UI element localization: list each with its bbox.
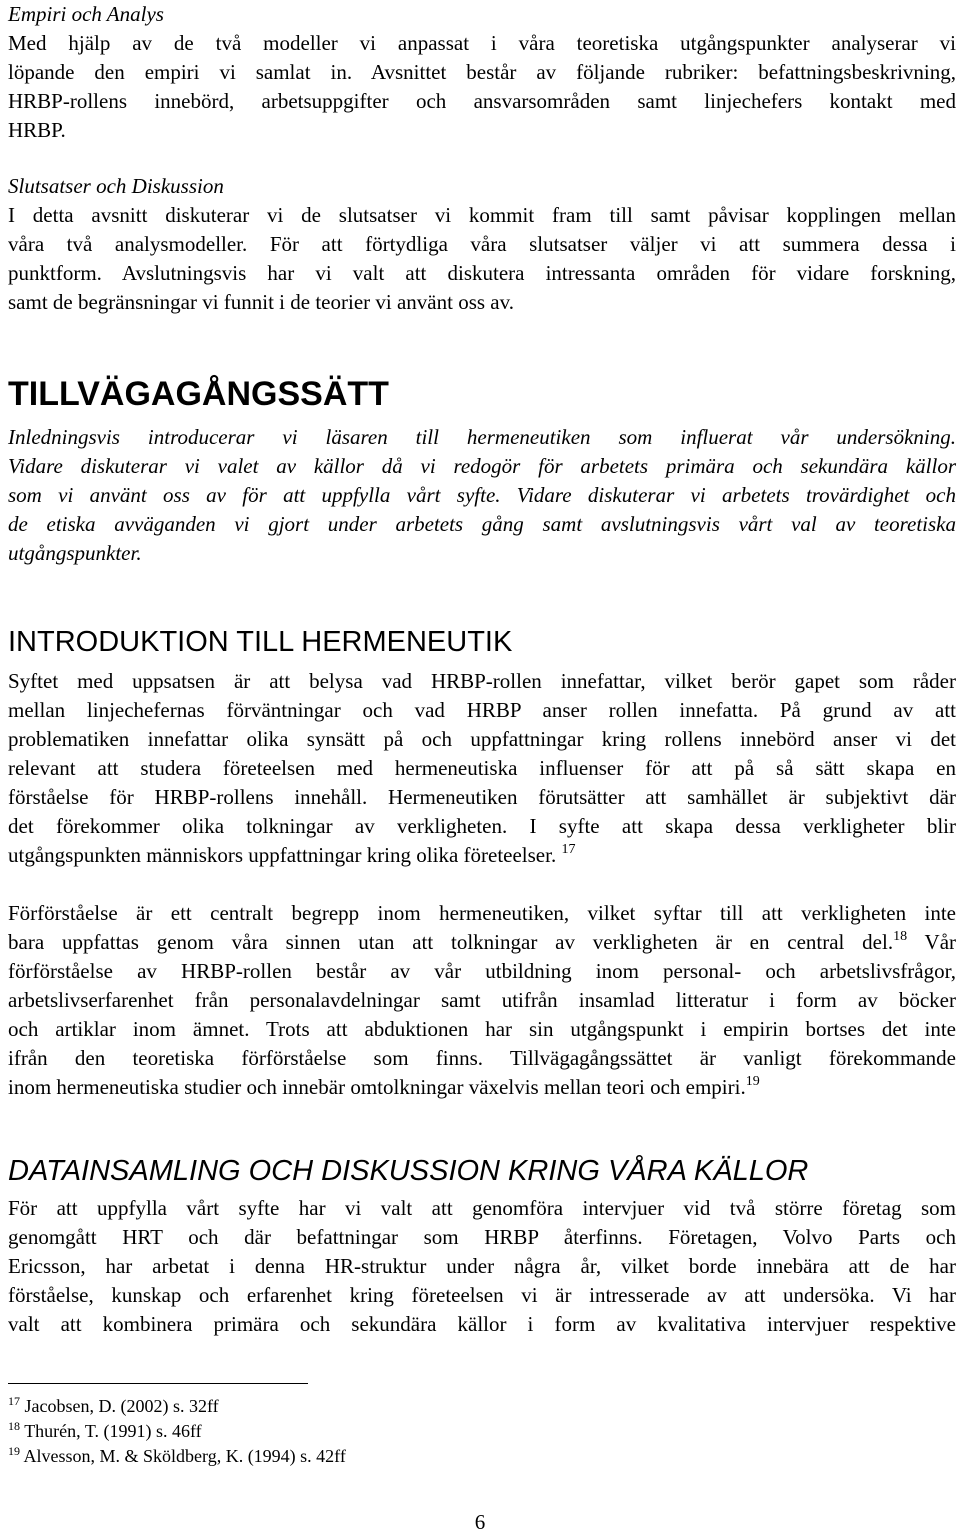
footnote-text: Jacobsen, D. (2002) s. 32ff: [24, 1396, 219, 1416]
hermeneutik-line: arbetslivserfarenhet från personalavdelningar samt utifrån insamlad litteratur i form av böcker: [8, 988, 956, 1012]
slutsatser-line: punktform. Avslutningsvis har vi valt att diskutera intressanta områden för vidare forskning,: [8, 261, 956, 285]
empiri-line: HRBP-rollens innebörd, arbetsuppgifter och ansvarsområden samt linjechefers kontakt med: [8, 89, 956, 113]
datainsamling-line: Ericsson, har arbetat i denna HR-struktur under några år, vilket borde innebära att de har: [8, 1254, 956, 1278]
slutsatser-heading: Slutsatser och Diskussion: [8, 174, 224, 198]
hermeneutik-line: Förförståelse är ett centralt begrepp inom hermeneutiken, vilket syftar till att verkligheten inte: [8, 901, 956, 925]
slutsatser-section: [8, 172, 956, 317]
hermeneutik-line: förståelse för HRBP-rollens innehåll. Hermeneutiken förutsätter att samhället är subjektivt där: [8, 785, 956, 809]
hermeneutik-line: ifrån den teoretiska förförståelse som finns. Tillvägagångssättet är vanligt förekommande: [8, 1046, 956, 1070]
footnote: [8, 1444, 956, 1469]
hermeneutik-paragraph-2: [8, 899, 956, 1102]
hermeneutik-line: problematiken innefattar olika synsätt på och uppfattningar kring rollens innebörd anser vi det: [8, 727, 956, 751]
footnote-text: Alvesson, M. & Sköldberg, K. (1994) s. 42ff: [23, 1446, 346, 1466]
footnote-number: 19: [8, 1444, 20, 1458]
empiri-line: HRBP.: [8, 118, 66, 142]
datainsamling-line: genomgått HRT och där befattningar som HRBP återfinns. Företagen, Volvo Parts och: [8, 1225, 956, 1249]
datainsamling-line: valt att kombinera primära och sekundära källor i form av kvalitativa intervjuer respektive: [8, 1312, 956, 1336]
hermeneutik-heading: INTRODUKTION TILL HERMENEUTIK: [8, 626, 513, 658]
empiri-line: löpande den empiri vi samlat in. Avsnittet består av följande rubriker: befattningsbeskrivning,: [8, 60, 956, 84]
footnote-text: Thurén, T. (1991) s. 46ff: [24, 1421, 202, 1441]
hermeneutik-line: relevant att studera företeelsen med hermeneutiska influenser för att på så sätt skapa en: [8, 756, 956, 780]
hermeneutik-line-text: inom hermeneutiska studier och innebär omtolkningar växelvis mellan teori och empiri.: [8, 1075, 746, 1099]
tillvagagangssatt-line: som vi använt oss av för att uppfylla vårt syfte. Vidare diskuterar vi arbetets trovärdighet och: [8, 483, 956, 507]
tillvagagangssatt-section: [8, 423, 956, 568]
datainsamling-section: [8, 1194, 956, 1339]
hermeneutik-line-last: [8, 1073, 956, 1102]
slutsatser-line: I detta avsnitt diskuterar vi de slutsatser vi kommit fram till samt påvisar kopplingen mellan: [8, 203, 956, 227]
footnote-separator: [8, 1383, 308, 1384]
tillvagagangssatt-line: de etiska avväganden vi gjort under arbetets gång samt avslutningsvis vårt val av teoretiska: [8, 512, 956, 536]
tillvagagangssatt-heading: TILLVÄGAGÅNGSSÄTT: [8, 375, 389, 413]
empiri-line: Med hjälp av de två modeller vi anpassat i våra teoretiska utgångspunkter analyserar vi: [8, 31, 956, 55]
page-number: 6: [474, 1510, 486, 1534]
footnote: [8, 1394, 956, 1419]
footnote-ref-19[interactable]: 19: [745, 1074, 760, 1089]
datainsamling-line: För att uppfylla vårt syfte har vi valt att genomföra intervjuer vid två större företag som: [8, 1196, 956, 1220]
empiri-heading: Empiri och Analys: [8, 2, 164, 26]
hermeneutik-line-text: utgångspunkten människors uppfattningar kring olika företeelser.: [8, 843, 557, 867]
tillvagagangssatt-line: Vidare diskuterar vi valet av källor då vi redogör för arbetets primära och sekundära källor: [8, 454, 956, 478]
hermeneutik-line: det förekommer olika tolkningar av verkligheten. I syfte att skapa dessa verkligheter blir: [8, 814, 956, 838]
footnote-ref-17[interactable]: 17: [561, 842, 576, 857]
footnote-ref-18[interactable]: 18: [893, 929, 908, 944]
datainsamling-heading: DATAINSAMLING OCH DISKUSSION KRING VÅRA KÄLLOR: [8, 1155, 809, 1187]
hermeneutik-line-last: [8, 841, 956, 870]
footnote: [8, 1419, 956, 1444]
tillvagagangssatt-line: utgångspunkter.: [8, 541, 142, 565]
slutsatser-line: våra två analysmodeller. För att förtydliga våra slutsatser väljer vi att summera dessa i: [8, 232, 956, 256]
hermeneutik-paragraph-1: [8, 667, 956, 870]
footnote-number: 17: [8, 1394, 20, 1408]
hermeneutik-line: och artiklar inom ämnet. Trots att abduktionen har sin utgångspunkt i empirin bortses det inte: [8, 1017, 956, 1041]
hermeneutik-line: mellan linjechefernas förväntningar och vad HRBP anser rollen innefatta. På grund av att: [8, 698, 956, 722]
datainsamling-line: förståelse, kunskap och erfarenhet kring företeelsen vi är intresserade av att undersöka. Vi har: [8, 1283, 956, 1307]
hermeneutik-line-with-ref: [8, 928, 956, 957]
tillvagagangssatt-line: Inledningsvis introducerar vi läsaren till hermeneutiken som influerat vår undersökning.: [8, 425, 956, 449]
footnote-number: 18: [8, 1419, 20, 1433]
slutsatser-line: samt de begränsningar vi funnit i de teorier vi använt oss av.: [8, 290, 514, 314]
empiri-section: [8, 0, 956, 145]
hermeneutik-line-text: Vår: [924, 930, 957, 954]
hermeneutik-line: förförståelse av HRBP-rollen består av vår utbildning inom personal- och arbetslivsfrågor,: [8, 959, 956, 983]
hermeneutik-line: Syftet med uppsatsen är att belysa vad HRBP-rollen innefattar, vilket berör gapet som råder: [8, 669, 956, 693]
footnotes: [8, 1394, 956, 1469]
hermeneutik-line-text: bara uppfattas genom våra sinnen utan att tolkningar av verkligheten är en central del.: [8, 930, 894, 954]
